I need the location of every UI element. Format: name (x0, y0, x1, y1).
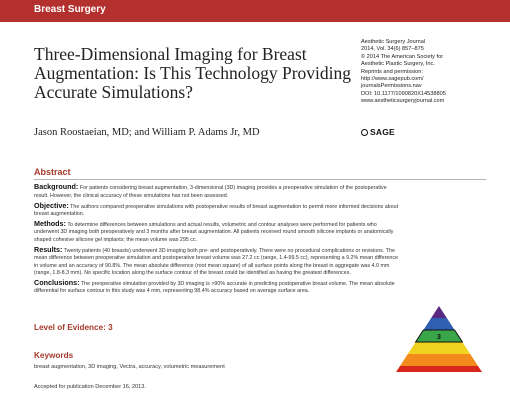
abstract-line: shaped cohesive silicone gel implants; the mean volume was 295 cc. (34, 236, 198, 243)
evidence-pyramid-icon (394, 304, 484, 376)
abstract-line (34, 220, 482, 229)
abstract-heading: Abstract (34, 167, 71, 177)
keywords-list: breast augmentation, 3D imaging, Vectra, accuracy, volumetric measurement (34, 364, 225, 370)
journal-website-link[interactable]: www.aestheticsurgeryjournal.com (361, 98, 445, 105)
abstract-section-label: Background: (34, 182, 79, 192)
pyramid-tier-2 (423, 318, 454, 330)
abstract-line: (range, 1.8-8.3 mm). No specific location along the surface contour of the breast could be identified as having the greatest differences. (34, 270, 351, 277)
abstract-text: To determine differences between simulations and actual results, volumetric and contour analyses were performed for patients who (67, 221, 377, 228)
abstract-line (34, 279, 482, 288)
abstract-line: in volume and an accuracy of 90.8%. The mean absolute difference (root mean square) of all surface points along the breast in aggregate was 4.0 mm (34, 262, 390, 269)
abstract-text: For patients considering breast augmentation, 3-dimensional (3D) imaging provides a preoperative simulation of the postoperative (79, 185, 387, 192)
abstract-body (34, 182, 482, 296)
abstract-section-background (34, 183, 482, 200)
abstract-line: breast augmentation. (34, 211, 85, 218)
section-banner (0, 0, 510, 22)
abstract-line: differential for surface contour in this study was 4 mm, representing 98.4% accuracy based on average surface area. (34, 288, 310, 295)
author-list: Jason Roostaeian, MD; and William P. Adams Jr, MD (34, 127, 260, 138)
abstract-section-label: Methods: (34, 218, 66, 228)
title-line: Three-Dimensional Imaging for Breast (34, 44, 307, 64)
copyright-line: © 2014 The American Society for (361, 53, 444, 60)
abstract-section-label: Results: (34, 244, 63, 254)
abstract-line: result. However, the clinical accuracy of these simulations has not been assessed. (34, 192, 229, 199)
pyramid-tier-4 (408, 342, 470, 354)
acceptance-date: Accepted for publication December 16, 2013. (34, 384, 146, 390)
journal-info (361, 39, 510, 106)
level-of-evidence: Level of Evidence: 3 (34, 323, 113, 332)
abstract-line: underwent 3D imaging both preoperatively and 3 months after breast augmentation. All patients received round smooth silicone implants or anatomically (34, 229, 394, 236)
title-line: Accurate Simulations? (34, 82, 193, 102)
journal-volume: 2014, Vol. 34(6) 857–875 (361, 46, 424, 53)
permissions-link[interactable]: http://www.sagepub.com/ (361, 76, 424, 83)
abstract-text: The preoperative simulation provided by 3D imaging is >90% accurate in predicting postoperative breast volume. The mean absolute (80, 280, 395, 287)
pyramid-tier-5 (400, 354, 478, 366)
journal-name: Aesthetic Surgery Journal (361, 39, 426, 45)
permissions-link[interactable]: journalsPermissions.nav (361, 83, 422, 90)
abstract-section-objective (34, 202, 482, 219)
reprints-label: Reprints and permission: (361, 68, 423, 75)
title-line: Augmentation: Is This Technology Providing (34, 63, 351, 83)
publisher-logo-text: SAGE (370, 127, 395, 137)
doi-line: DOI: 10.1177/1090820X14538805 (361, 90, 446, 97)
sage-logo-icon (361, 129, 368, 136)
abstract-section-conclusions (34, 279, 482, 296)
abstract-line (34, 183, 482, 192)
pyramid-tier-1 (431, 306, 447, 318)
abstract-section-label: Objective: (34, 200, 69, 210)
abstract-line (34, 202, 482, 211)
abstract-section-label: Conclusions: (34, 277, 80, 287)
publisher-logo (361, 127, 395, 137)
pyramid-tier-6 (396, 366, 482, 372)
article-title (34, 44, 351, 102)
copyright-line: Aesthetic Plastic Surgery, Inc. (361, 61, 435, 68)
abstract-text: The authors compared preoperative simulations with postoperative results of breast augmentation to permit more informed decisions about (70, 203, 399, 210)
keywords-heading: Keywords (34, 351, 74, 360)
abstract-text: Twenty patients (40 breasts) underwent 3D imaging both pre- and postoperatively. There were no procedural complications or revisions. The (63, 247, 395, 254)
abstract-divider (34, 179, 486, 180)
section-label: Breast Surgery (34, 4, 106, 15)
abstract-section-methods (34, 220, 482, 244)
pyramid-level-number: 3 (437, 334, 441, 341)
abstract-line: mean difference between preoperative simulation and postoperative breast volume was 27.2 cc (range, 1.4-99.5 cc), representing a 9.2% mean difference (34, 255, 398, 262)
abstract-section-results (34, 246, 482, 278)
abstract-line (34, 246, 482, 255)
